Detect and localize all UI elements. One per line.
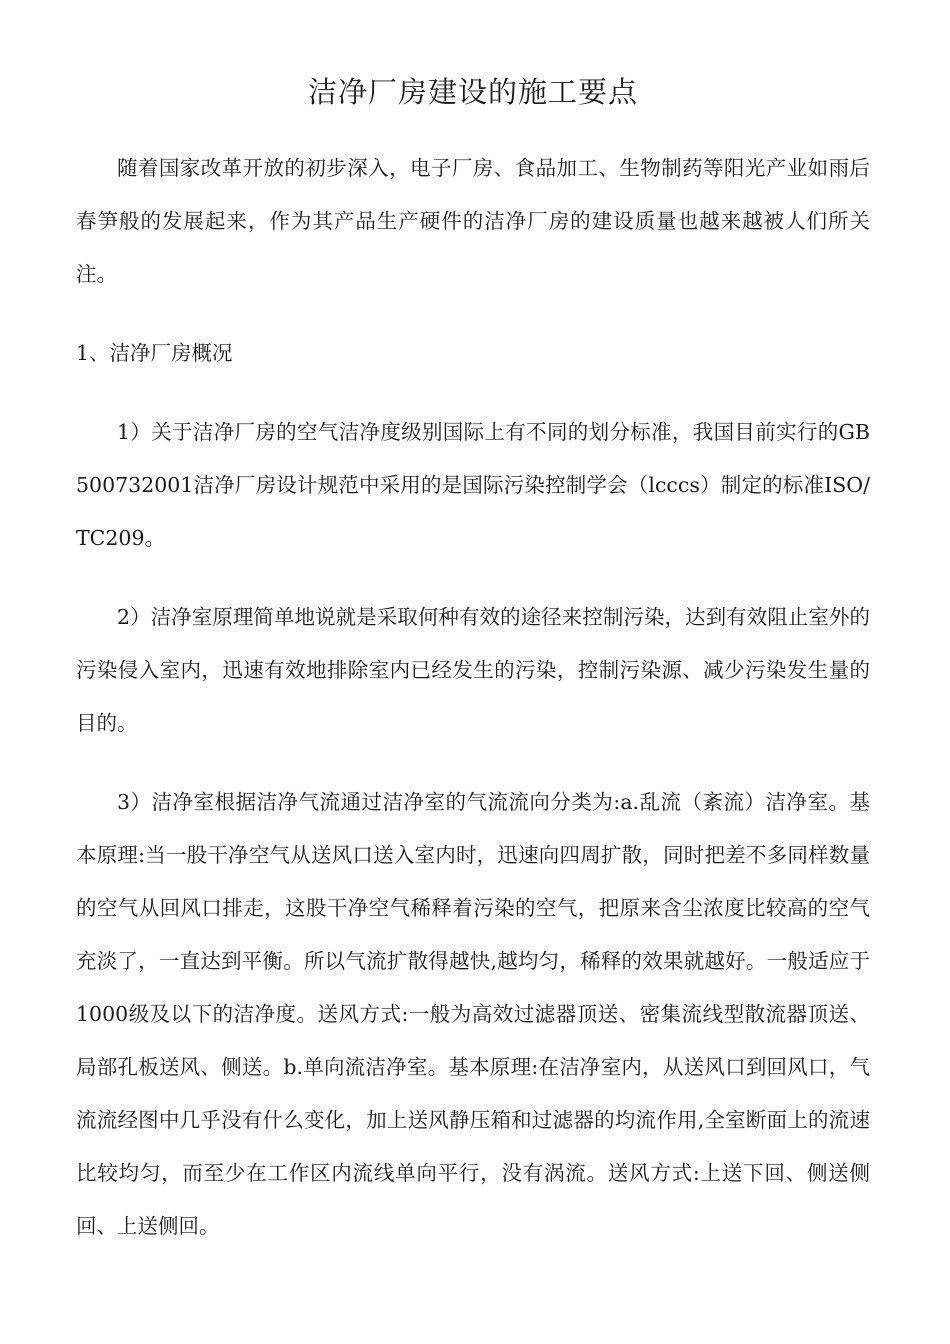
- intro-paragraph: 随着国家改革开放的初步深入，电子厂房、食品加工、生物制药等阳光产业如雨后春笋般的发展起来，作为其产品生产硬件的洁净厂房的建设质量也越来越被人们所关注。: [76, 156, 870, 286]
- page-title: 洁净厂房建设的施工要点: [307, 75, 638, 109]
- item-paragraph-1: 1）关于洁净厂房的空气洁净度级别国际上有不同的划分标准，我国目前实行的GB500732001洁净厂房设计规范中采用的是国际污染控制学会（lcccs）制定的标准ISO/TC209。: [76, 420, 870, 550]
- item-paragraph-3: 3）洁净室根据洁净气流通过洁净室的气流流向分类为:a.乱流（紊流）洁净室。基本原理:当一股干净空气从送风口送入室内时，迅速向四周扩散，同时把差不多同样数量的空气从回风口排走，这股干净空气稀释着污染的空气，把原来含尘浓度比较高的空气充淡了，一直达到平衡。所以气流扩散得越快,越均匀，稀释的效果就越好。一般适应于1000级及以下的洁净度。送风方式:一般为高效过滤器顶送、密集流线型散流器顶送、局部孔板送风、侧送。b.单向流洁净室。基本原理:在洁净室内，从送风口到回风口，气流流经图中几乎没有什么变化，加上送风静压箱和过滤器的均流作用,全室断面上的流速比较均匀，而至少在工作区内流线单向平行，没有涡流。送风方式:上送下回、侧送侧回、上送侧回。: [76, 790, 870, 1238]
- item-paragraph-2: 2）洁净室原理简单地说就是采取何种有效的途径来控制污染，达到有效阻止室外的污染侵入室内，迅速有效地排除室内已经发生的污染，控制污染源、减少污染发生量的目的。: [76, 605, 870, 735]
- section-heading: 1、洁净厂房概况: [76, 341, 233, 365]
